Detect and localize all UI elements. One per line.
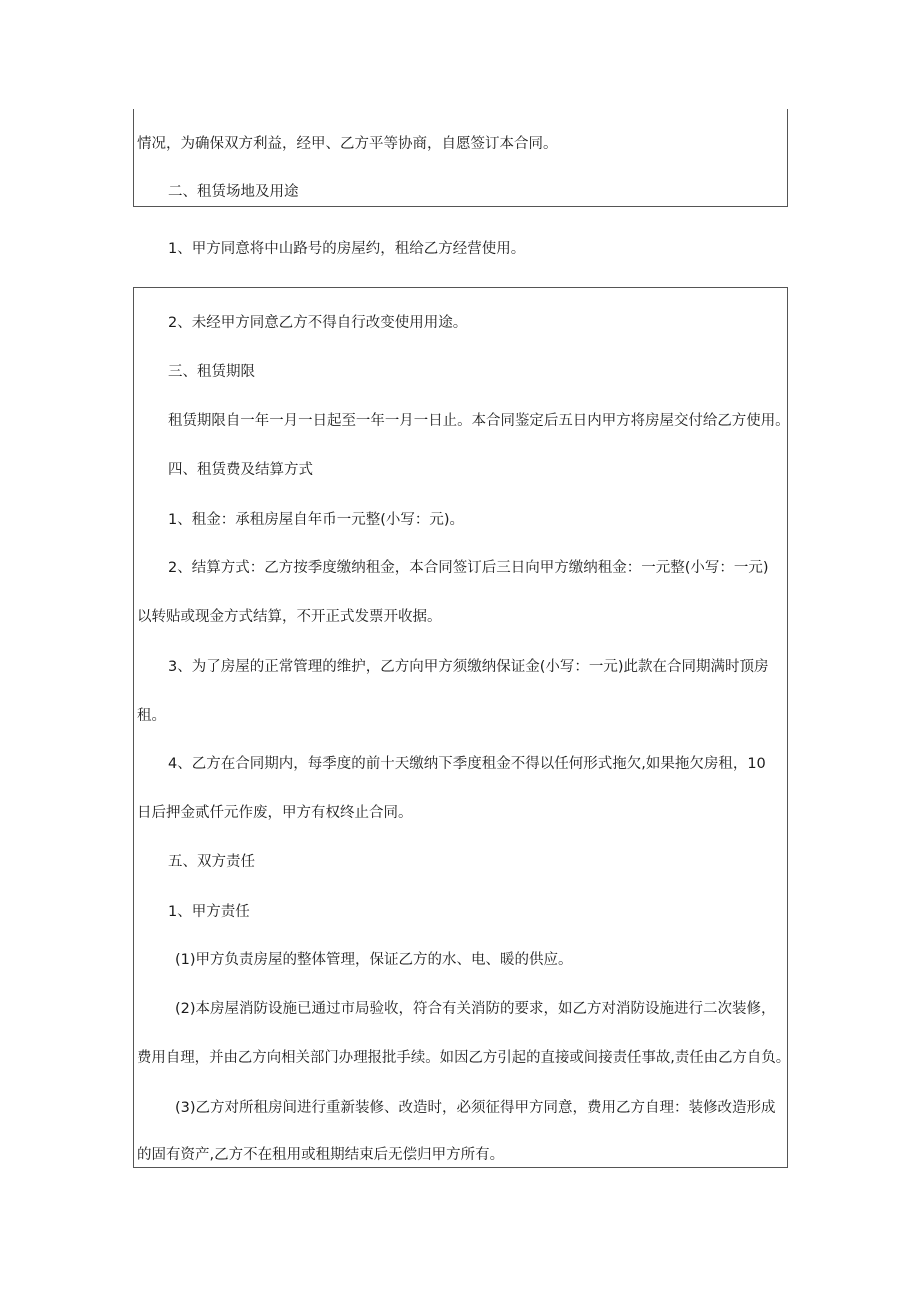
clause-4-3-line1: 3、为了房屋的正常管理的维护，乙方向甲方须缴纳保证金(小写：一元)此款在合同期满时顶房 bbox=[168, 659, 769, 675]
section-heading-3: 三、租赁期限 bbox=[168, 364, 255, 380]
duty-item-2-line2: 费用自理，并由乙方向相关部门办理报批手续。如因乙方引起的直接或间接责任事故,责任由乙方自负。 bbox=[137, 1050, 791, 1066]
lease-term-paragraph: 租赁期限自一年一月一日起至一年一月一日止。本合同鉴定后五日内甲方将房屋交付给乙方使用。 bbox=[168, 413, 790, 429]
clause-4-2-line2: 以转贴或现金方式结算，不开正式发票开收据。 bbox=[137, 609, 442, 625]
clause-4-3-line2: 租。 bbox=[137, 708, 166, 724]
duty-item-3-line1: (3)乙方对所租房间进行重新装修、改造时，必须征得甲方同意，费用乙方自理：装修改造形成 bbox=[175, 1100, 776, 1116]
clause-4-4-line2: 日后押金贰仟元作废，甲方有权终止合同。 bbox=[137, 805, 413, 821]
duty-item-1: (1)甲方负责房屋的整体管理，保证乙方的水、电、暖的供应。 bbox=[175, 952, 573, 968]
section-heading-4: 四、租赁费及结算方式 bbox=[168, 462, 313, 478]
clause-2-1: 1、甲方同意将中山路号的房屋约，租给乙方经营使用。 bbox=[168, 241, 526, 257]
clause-4-2-line1: 2、结算方式：乙方按季度缴纳租金，本合同签订后三日向甲方缴纳租金：一元整(小写：一元) bbox=[168, 560, 769, 576]
top-continuation-line: 情况，为确保双方利益，经甲、乙方平等协商，自愿签订本合同。 bbox=[137, 136, 558, 152]
clause-2-2: 2、未经甲方同意乙方不得自行改变使用用途。 bbox=[168, 315, 468, 331]
clause-4-4-line1: 4、乙方在合同期内，每季度的前十天缴纳下季度租金不得以任何形式拖欠,如果拖欠房租，10 bbox=[168, 756, 766, 772]
section-heading-2: 二、租赁场地及用途 bbox=[168, 184, 299, 200]
duty-item-3-line2: 的固有资产,乙方不在租用或租期结束后无偿归甲方所有。 bbox=[137, 1147, 505, 1163]
duty-item-2-line1: (2)本房屋消防设施已通过市局验收，符合有关消防的要求，如乙方对消防设施进行二次装修， bbox=[175, 1001, 776, 1017]
section-heading-5: 五、双方责任 bbox=[168, 854, 255, 870]
subheading-party-a: 1、甲方责任 bbox=[168, 904, 250, 920]
clause-4-1: 1、租金：承租房屋自年币一元整(小写：元)。 bbox=[168, 512, 465, 528]
